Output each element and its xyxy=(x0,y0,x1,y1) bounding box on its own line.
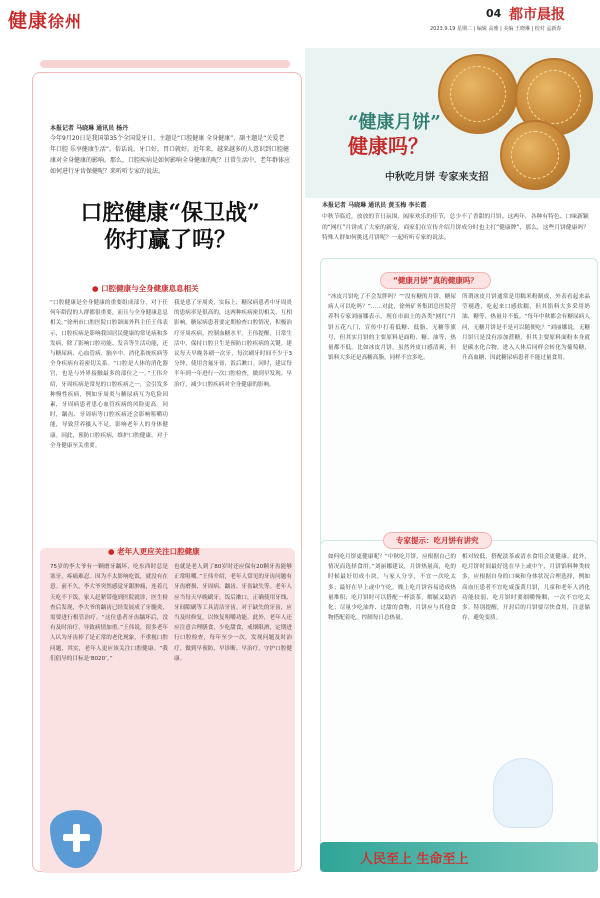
banner-subtitle: 中秋吃月饼 专家来支招 xyxy=(385,172,489,183)
headline-line-1: 口腔健康“保卫战” xyxy=(80,200,260,226)
left-section1-col1: “口腔健康是全身健康的重要组成部分，对于任何年龄段的人群都很重要，而且与全身健康息息相关。”徐州市口腔医院口腔颌面外科主任王伟表示，口腔疾病是影响我国居民健康的常见病和多发病，除了影响口腔功能、发音等生活功能，还与糖尿病、心血管病、脑卒中、消化系统疾病等全身疾病有着密切关系。“口腔是人体的消化器官，也是与外界接触最多的部位之一。”王伟介绍，牙周疾病是常见的口腔疾病之一，会引发多种慢性疾病，例如牙周炎与糖尿病互为危险因素，牙周病患者患心血管疾病的风险更高。同时，龋齿、牙周病等口腔疾病还会影响咀嚼功能，导致营养摄入不足，影响老年人的身体健康。因此，预防口腔疾病，维护口腔健康，对于全身健康至关重要。 xyxy=(50,300,168,449)
masthead-city: 徐州 xyxy=(48,12,83,31)
page-number: 04 xyxy=(486,7,502,20)
right-section1-col2: 所谓冰皮月饼通常是用糯米粉制成，外表看起来晶莹剔透，吃起来口感软糯，但其馅料大多采用奶油、糖等，热量并不低。“每年中秋都会有糖尿病人问，无糖月饼是不是可以随便吃？”刘丽娜说，无糖月饼只是没有添加蔗糖，但其主要原料面粉本身就是碳水化合物，进入人体后同样会转化为葡萄糖，升高血糖，因此糖尿病患者不能过量食用。 xyxy=(462,294,590,362)
right-article-byline: 本报记者 马晓琳 通讯员 黄玉梅 李长霞 xyxy=(322,202,427,209)
left-article-intro: 今年9月20日是我国第35个全国爱牙日，主题是“口腔健康 全身健康”，副主题是“关爱老年口腔 乐享健康生活”。俗话说，牙口好，胃口就好。近年来，越来越多的人意识到口腔健康对全身健康的影响。那么，口腔疾病是如何影响全身健康的呢？日常生活中，老年群体应如何进行牙齿保健呢？来听听专家的说法。 xyxy=(50,135,291,175)
left-section2-heading-text: 老年人更应关注口腔健康 xyxy=(117,547,200,556)
mooncake-pattern xyxy=(527,70,581,124)
bullet-dot-icon: ● xyxy=(92,284,99,293)
shield-cross-horizontal xyxy=(63,834,90,841)
left-section2-col2: 也就是老人到了80岁时还应保有20颗牙齿能够正常咀嚼。”王伟介绍，老年人常见的牙齿问题有牙齿磨损、牙周病、龋齿、牙齿缺失等。老年人应当每天早晚刷牙，饭后漱口，正确使用牙线、牙间隙刷等工具清洁牙齿。对于缺失的牙齿，应当及时修复，以恢复咀嚼功能。此外，老年人还应注意合理膳食，少吃甜食，戒烟限酒，定期进行口腔检查，每年至少一次，发现问题及时治疗，做到早预防、早诊断、早治疗，守护口腔健康。 xyxy=(174,564,292,662)
right-section2-heading: 专家提示：吃月饼有讲究 xyxy=(383,532,492,549)
mooncake-icon xyxy=(500,120,570,190)
mooncake-pattern xyxy=(450,66,506,122)
left-top-decoration xyxy=(40,60,290,68)
banner-title-line-1: “健康月饼” xyxy=(348,112,441,133)
right-section2-col2: 相对较低，搭配淡茶或清水食用会更健康。此外，吃月饼时间最好选在早上或中午，月饼馅料种类较多，应根据自身的口味和身体状况合理选择，例如高血压患者不宜吃咸蛋黄月饼，儿童和老年人消化功能较弱，吃月饼时要细嚼慢咽，一次不宜吃太多。特别提醒，开封后的月饼要尽快食用，注意储存，避免变质。 xyxy=(462,554,590,622)
footer-slogan: 人民至上 生命至上 xyxy=(360,852,469,867)
headline-line-2: 你打赢了吗？ xyxy=(103,227,236,253)
left-section2-heading xyxy=(108,546,200,557)
mooncake-pattern xyxy=(511,131,559,179)
masthead-title: 健康 xyxy=(8,10,49,32)
left-section1-heading-text: 口腔健康与全身健康息息相关 xyxy=(101,284,199,293)
right-section1-col1: “冰皮月饼吃了不会发胖吗？”“没有糖的月饼，糖尿病人可以吃吗？”……对此，徐州矿务集团总医院营养科专家刘丽娜表示，现在市面上的各类“网红”月饼五花八门，宣传中打着低糖、低脂、无糖等旗号，但其实月饼的主要原料是面粉、糖、油等，热量都不低。比如冰皮月饼，虽然外皮口感清爽，但馅料大多还是高糖高脂，同样不宜多吃。 xyxy=(328,294,456,362)
left-article-byline: 本报记者 马晓琳 通讯员 杨丹 xyxy=(50,125,129,132)
bullet-dot-icon: ● xyxy=(108,547,115,556)
dateline: 2023.9.19 星期二 | 编辑 高雅 | 美编 王晓琳 | 校对 孟新春 xyxy=(430,26,562,32)
left-article-headline xyxy=(50,200,290,254)
mooncake-icon xyxy=(438,54,518,134)
left-section1-col2: 我是患了牙周炎，实际上，糖尿病患者中牙周炎的患病率是很高的，这两种疾病密切相关、互相影响。糖尿病患者要定期检查口腔情况，积极治疗牙周疾病，控制血糖水平。王伟提醒，日常生活中，保持口腔卫生是预防口腔疾病的关键。建议每天早晚各刷一次牙，每次刷牙时间不少于3分钟，使用含氟牙膏，饭后漱口。同时，建议每半年到一年进行一次口腔检查，做到早发现、早治疗，减少口腔疾病对全身健康的影响。 xyxy=(174,300,292,388)
left-section2-col1: 75岁的李大爷有一颗磨牙龋坏，吃东西时总是塞牙，疼痛难忍。因为不太影响吃饭，就没有在意。前不久，李大爷突然感觉牙龈肿痛，连着几天吃不下饭，家人赶紧带他到医院就诊，医生检查后发现，李大爷的龋齿已经发展成了牙髓炎，需要进行根管治疗。“这位患者牙齿龋坏后，没有及时治疗，导致病情加重。”王伟说，很多老年人认为牙齿掉了是正常的老化现象，不重视口腔问题，其实，老年人更应该关注口腔健康。“我们倡导的目标是‘8020’。” xyxy=(50,564,168,662)
banner-title-line-2: 健康吗？ xyxy=(348,134,428,158)
right-section1-heading: “健康月饼”真的健康吗？ xyxy=(380,272,491,289)
tooth-icon xyxy=(493,758,553,828)
section-name: 都市晨报 xyxy=(509,7,565,23)
masthead-logo xyxy=(8,6,82,33)
left-section1-heading xyxy=(92,283,199,294)
right-section2-col1: 如何吃月饼更健康呢？“中秋吃月饼，应根据自己的情况而选择食用。”刘丽娜建议，月饼热量高，吃的时候最好切成小块，与家人分享，不宜一次吃太多；最好在早上或中午吃，晚上吃月饼容易造成热量堆积；吃月饼时可以搭配一杯淡茶，解腻又助消化；尽量少吃油炸、过甜的食物，月饼应与其他食物搭配着吃，控制每日总热量。 xyxy=(328,554,456,622)
right-article-intro: 中秋节临近，放放的节日氛围，阖家欢乐的佳节，总少不了香甜的月饼。这两年，各种有特色、口味新颖的“网红”月饼成了大家的新宠，商家们在宣传介绍月饼成分时也主打“健康牌”，那么，这些月饼健康吗？特殊人群如何挑选月饼呢？一起听听专家的说法。 xyxy=(322,214,590,241)
